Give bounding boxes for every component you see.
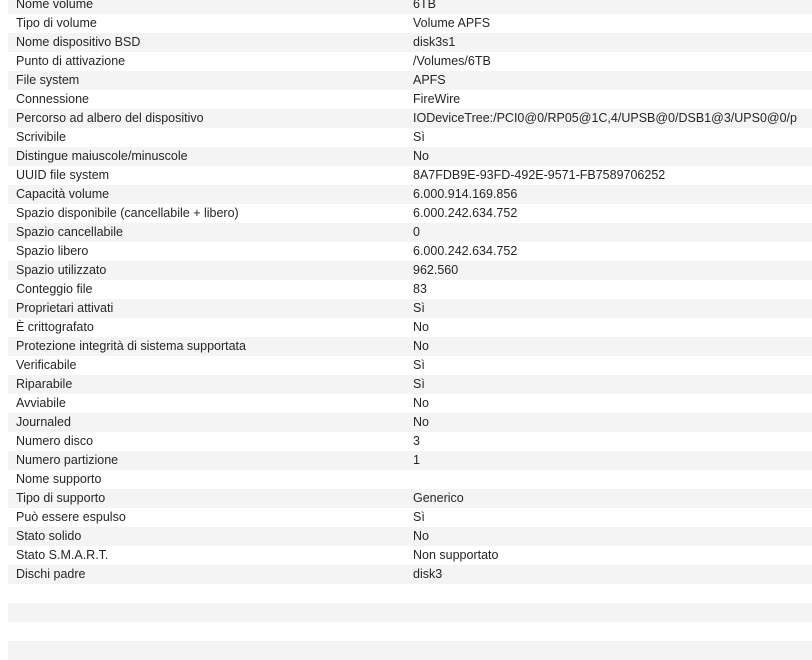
row-value: 8A7FDB9E-93FD-492E-9571-FB7589706252 [413, 168, 666, 182]
row-label: Numero partizione [16, 453, 119, 467]
row-value: disk3s1 [413, 35, 456, 49]
row-label: Punto di attivazione [16, 54, 126, 68]
table-row[interactable] [8, 90, 812, 109]
empty-row [8, 641, 812, 660]
row-label: È crittografato [16, 320, 94, 334]
row-value: 0 [413, 225, 420, 239]
row-value: 3 [413, 434, 420, 448]
row-label: Distingue maiuscole/minuscole [16, 149, 188, 163]
table-row[interactable] [8, 356, 812, 375]
table-row[interactable] [8, 375, 812, 394]
row-value: Sì [413, 377, 425, 391]
table-row[interactable] [8, 223, 812, 242]
row-label: Protezione integrità di sistema supportata [16, 339, 246, 353]
row-label: Proprietari attivati [16, 301, 114, 315]
row-label: Connessione [16, 92, 89, 106]
row-label: Spazio disponibile (cancellabile + libero) [16, 206, 239, 220]
table-row[interactable] [8, 565, 812, 584]
table-row[interactable] [8, 109, 812, 128]
row-value: IODeviceTree:/PCI0@0/RP05@1C,4/UPSB@0/DSB1@3/UPS0@0/p [413, 111, 797, 125]
table-row[interactable] [8, 71, 812, 90]
table-row[interactable] [8, 299, 812, 318]
row-label: Avviabile [16, 396, 66, 410]
table-row[interactable] [8, 432, 812, 451]
row-label: File system [16, 73, 80, 87]
row-value: disk3 [413, 567, 443, 581]
row-label: Numero disco [16, 434, 94, 448]
table-row[interactable] [8, 33, 812, 52]
row-label: Può essere espulso [16, 510, 126, 524]
row-label: Nome volume [16, 0, 94, 11]
volume-info-table [8, 0, 812, 660]
row-label: Spazio libero [16, 244, 89, 258]
table-row[interactable] [8, 318, 812, 337]
table-row[interactable] [8, 185, 812, 204]
row-value: Sì [413, 301, 425, 315]
table-row[interactable] [8, 204, 812, 223]
row-label: UUID file system [16, 168, 110, 182]
row-label: Stato solido [16, 529, 82, 543]
row-value: 1 [413, 453, 420, 467]
row-label: Journaled [16, 415, 71, 429]
row-label: Nome dispositivo BSD [16, 35, 141, 49]
empty-row [8, 622, 812, 641]
row-value: 962.560 [413, 263, 459, 277]
table-row[interactable] [8, 14, 812, 33]
table-row[interactable] [8, 527, 812, 546]
row-value: APFS [413, 73, 446, 87]
row-value: No [413, 529, 429, 543]
table-row[interactable] [8, 261, 812, 280]
row-value: Sì [413, 510, 425, 524]
empty-row [8, 603, 812, 622]
table-row[interactable] [8, 508, 812, 527]
row-value: Volume APFS [413, 16, 491, 30]
row-label: Verificabile [16, 358, 77, 372]
row-value: 6.000.914.169.856 [413, 187, 518, 201]
table-row[interactable] [8, 147, 812, 166]
row-label: Dischi padre [16, 567, 86, 581]
row-label: Riparabile [16, 377, 73, 391]
row-value: No [413, 415, 429, 429]
row-value: FireWire [413, 92, 461, 106]
row-value: No [413, 396, 429, 410]
row-value: Sì [413, 130, 425, 144]
row-value: 6.000.242.634.752 [413, 244, 518, 258]
row-value: No [413, 320, 429, 334]
table-row[interactable] [8, 489, 812, 508]
row-label: Scrivibile [16, 130, 67, 144]
table-row[interactable] [8, 337, 812, 356]
table-row[interactable] [8, 52, 812, 71]
row-label: Tipo di volume [16, 16, 97, 30]
table-row[interactable] [8, 128, 812, 147]
row-value: 6TB [413, 0, 436, 11]
empty-row [8, 584, 812, 603]
row-value: Generico [413, 491, 464, 505]
table-row[interactable] [8, 280, 812, 299]
row-label: Stato S.M.A.R.T. [16, 548, 109, 562]
row-value: Non supportato [413, 548, 499, 562]
table-row[interactable] [8, 394, 812, 413]
table-row[interactable] [8, 0, 812, 14]
table-row[interactable] [8, 546, 812, 565]
row-label: Spazio cancellabile [16, 225, 124, 239]
row-label: Conteggio file [16, 282, 93, 296]
row-label: Spazio utilizzato [16, 263, 107, 277]
row-label: Nome supporto [16, 472, 102, 486]
row-value: 83 [413, 282, 427, 296]
row-label: Capacità volume [16, 187, 110, 201]
table-row[interactable] [8, 470, 812, 489]
row-value: 6.000.242.634.752 [413, 206, 518, 220]
row-label: Percorso ad albero del dispositivo [16, 111, 204, 125]
row-value: No [413, 149, 429, 163]
table-row[interactable] [8, 451, 812, 470]
row-value: /Volumes/6TB [413, 54, 491, 68]
table-row[interactable] [8, 242, 812, 261]
row-value: Sì [413, 358, 425, 372]
row-label: Tipo di supporto [16, 491, 106, 505]
table-row[interactable] [8, 166, 812, 185]
row-value: No [413, 339, 429, 353]
table-row[interactable] [8, 413, 812, 432]
